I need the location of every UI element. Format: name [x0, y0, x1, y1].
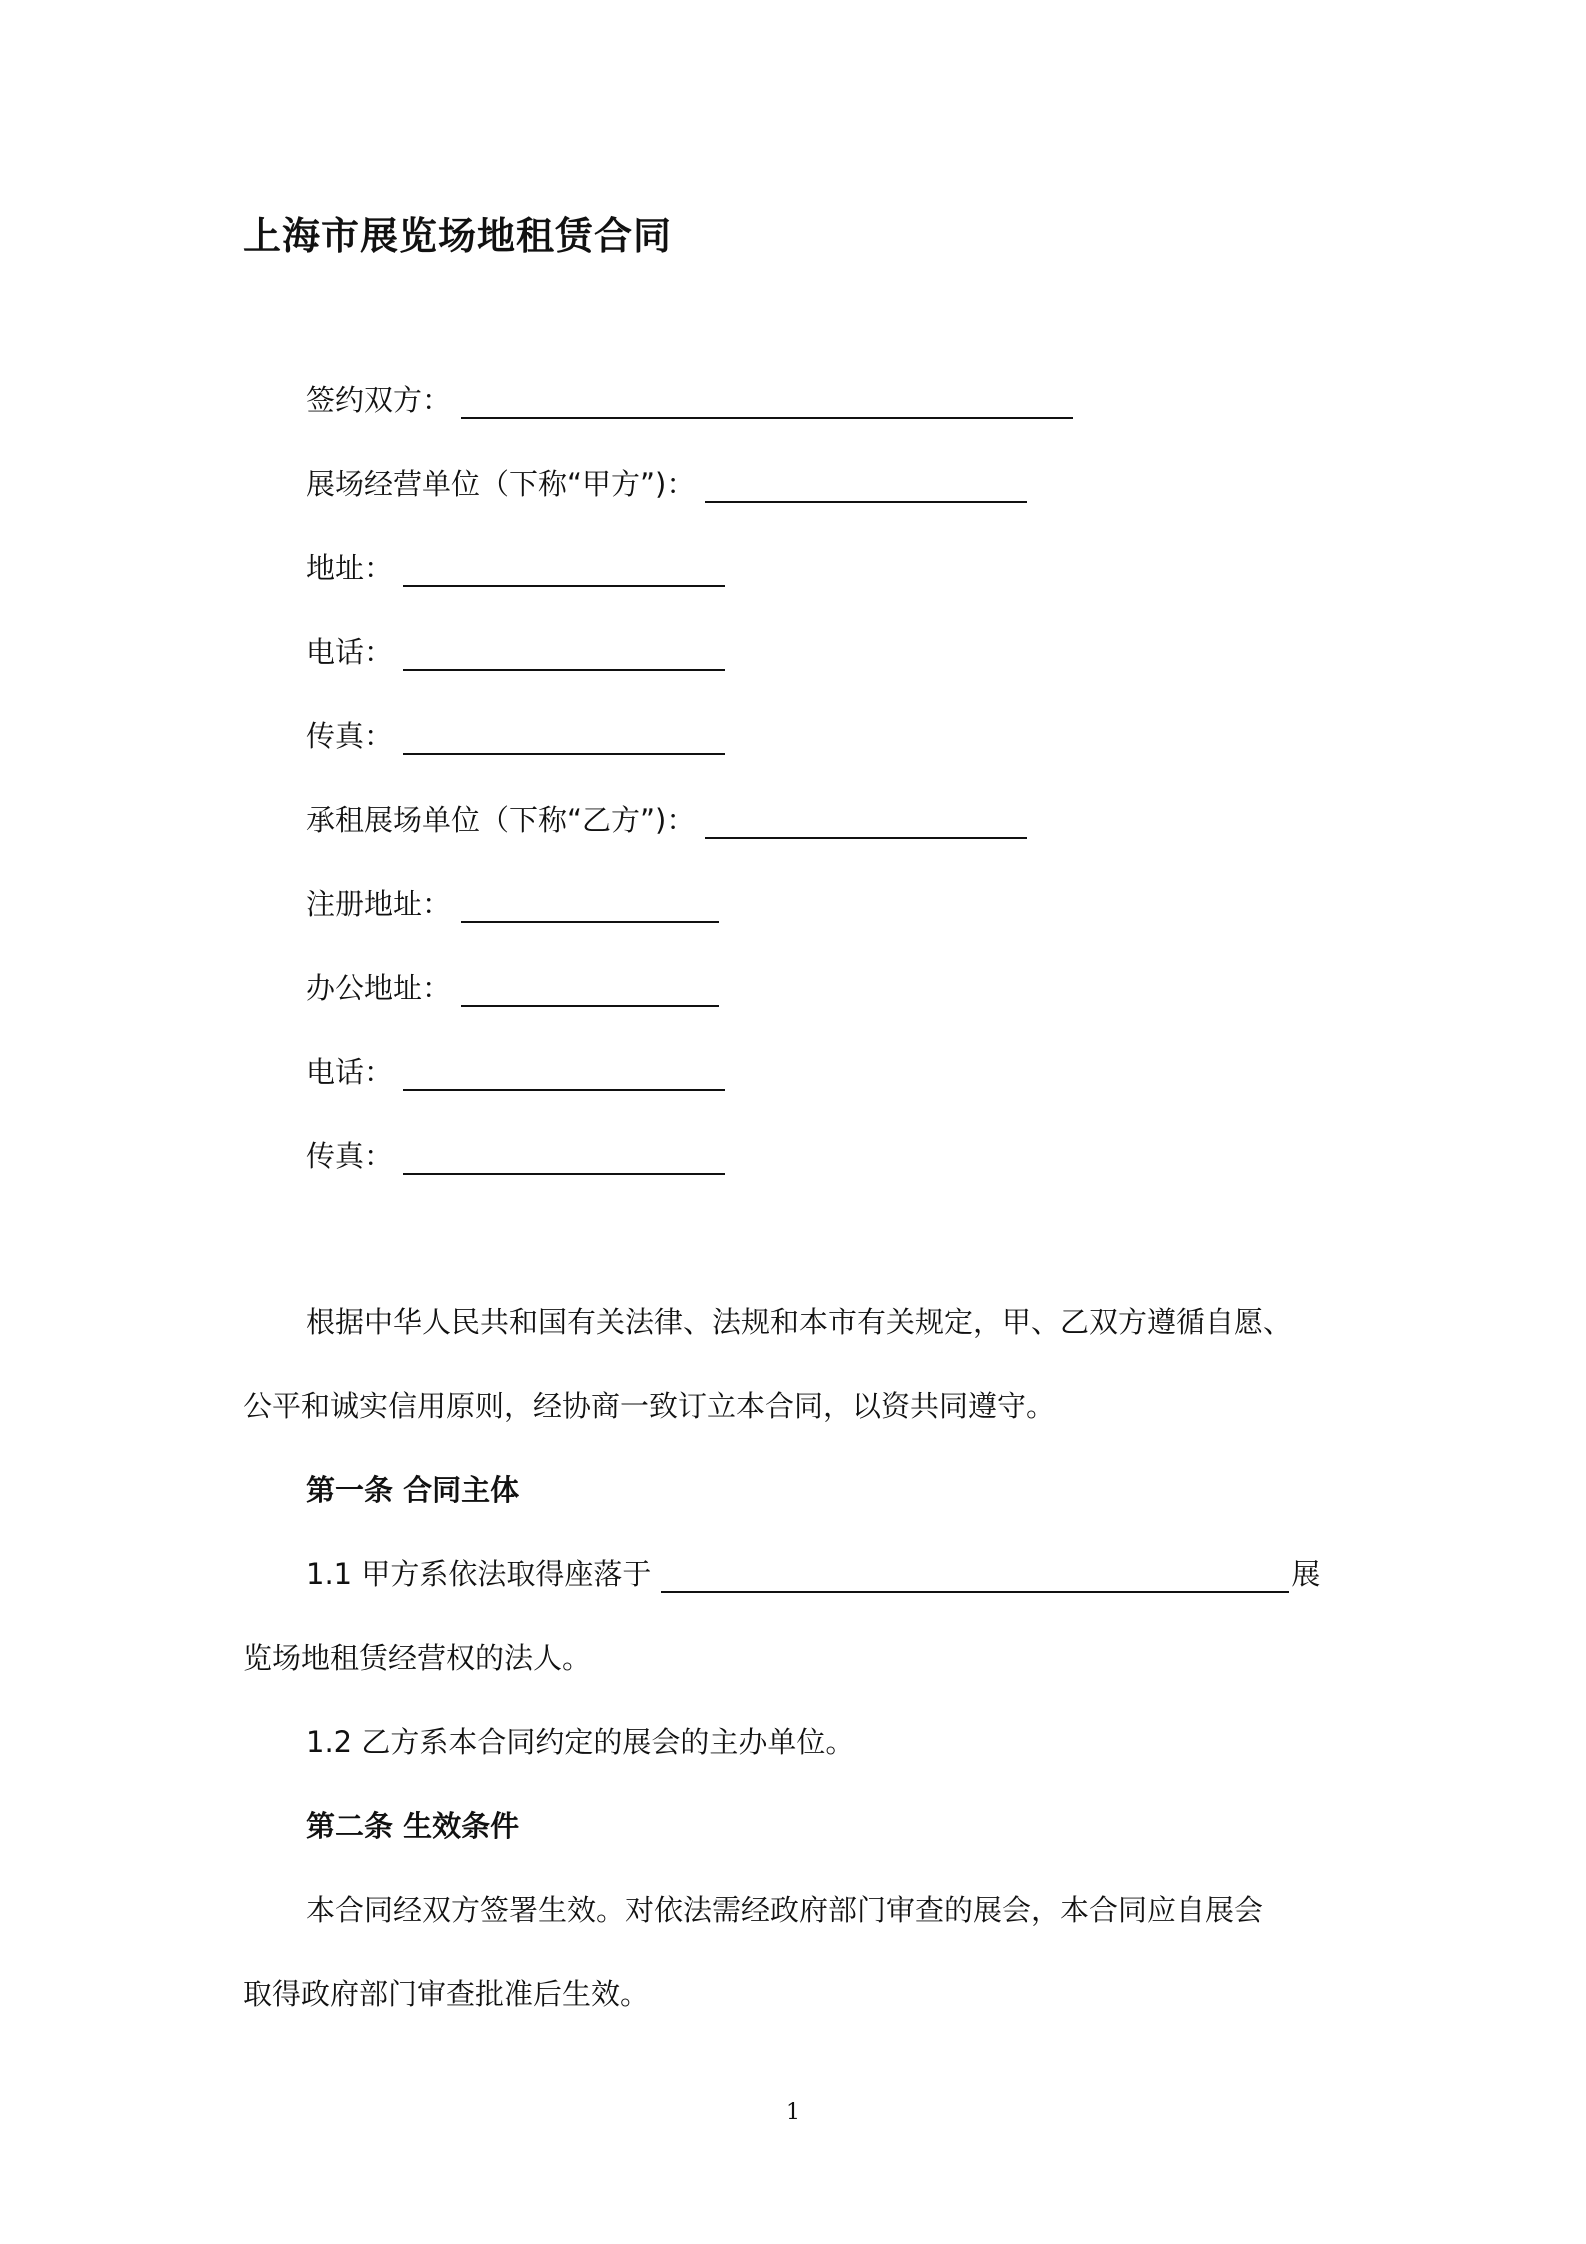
party-a-fax-label: 传真：: [306, 719, 394, 753]
signing-parties-line: [306, 378, 1073, 419]
party-a-address-label: 地址：: [306, 551, 394, 585]
article-2-line-2: 取得政府部门审查批准后生效。: [243, 1977, 650, 2011]
party-b-phone-blank[interactable]: [403, 1059, 725, 1091]
party-a-phone-blank[interactable]: [403, 639, 725, 671]
signing-parties-label: 签约双方：: [306, 383, 452, 417]
document-title: 上海市展览场地租赁合同: [243, 214, 673, 258]
preamble-line-1: 根据中华人民共和国有关法律、法规和本市有关规定，甲、乙双方遵循自愿、: [306, 1305, 1293, 1339]
clause-1-1-line-2: 览场地租赁经营权的法人。: [243, 1641, 592, 1675]
party-a-blank[interactable]: [705, 471, 1027, 503]
party-a-address-line: [306, 546, 725, 587]
article-2-line-1: 本合同经双方签署生效。对依法需经政府部门审查的展会，本合同应自展会: [306, 1893, 1264, 1927]
clause-1-2: 1.2 乙方系本合同约定的展会的主办单位。: [306, 1725, 855, 1759]
party-b-registered-address-label: 注册地址：: [306, 887, 452, 921]
party-b-registered-address-blank[interactable]: [461, 891, 719, 923]
party-b-fax-label: 传真：: [306, 1139, 394, 1173]
party-b-phone-line: [306, 1050, 725, 1091]
party-b-label: 承租展场单位（下称“乙方”)：: [306, 803, 696, 837]
signing-parties-blank[interactable]: [461, 387, 1073, 419]
party-b-registered-address-line: [306, 882, 719, 923]
party-b-phone-label: 电话：: [306, 1055, 394, 1089]
party-a-fax-line: [306, 714, 725, 755]
article-1-heading: 第一条 合同主体: [306, 1473, 520, 1507]
page-number: 1: [786, 2100, 800, 2125]
party-a-phone-label: 电话：: [306, 635, 394, 669]
party-a-phone-line: [306, 630, 725, 671]
preamble-line-2: 公平和诚实信用原则，经协商一致订立本合同，以资共同遵守。: [243, 1389, 1056, 1423]
party-b-fax-blank[interactable]: [403, 1143, 725, 1175]
clause-1-1-location-blank[interactable]: [661, 1561, 1289, 1593]
clause-1-1-prefix: 1.1 甲方系依法取得座落于: [306, 1557, 652, 1591]
party-a-label: 展场经营单位（下称“甲方”)：: [306, 467, 696, 501]
party-b-line: [306, 798, 1027, 839]
party-a-address-blank[interactable]: [403, 555, 725, 587]
party-a-line: [306, 462, 1027, 503]
party-a-fax-blank[interactable]: [403, 723, 725, 755]
clause-1-1-suffix: 展: [1291, 1557, 1321, 1591]
party-b-office-address-blank[interactable]: [461, 975, 719, 1007]
party-b-fax-line: [306, 1134, 725, 1175]
party-b-office-address-line: [306, 966, 719, 1007]
article-2-heading: 第二条 生效条件: [306, 1809, 520, 1843]
party-b-blank[interactable]: [705, 807, 1027, 839]
clause-1-1-line: [306, 1552, 1320, 1593]
party-b-office-address-label: 办公地址：: [306, 971, 452, 1005]
